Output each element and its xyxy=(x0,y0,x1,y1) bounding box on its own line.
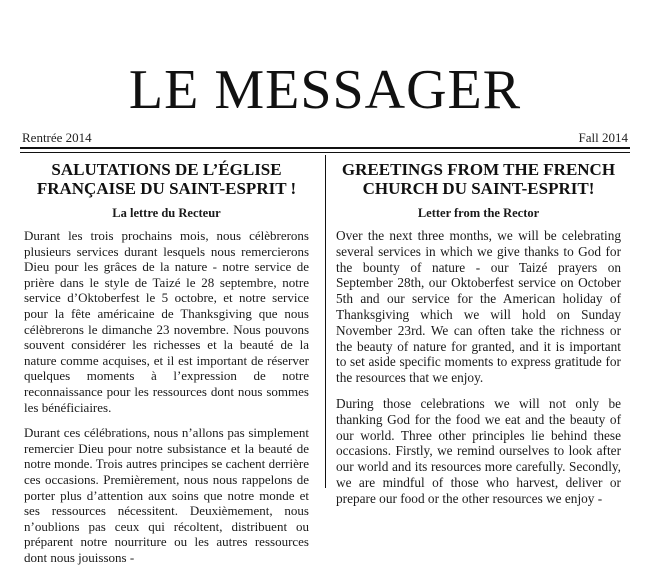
french-column xyxy=(24,160,309,575)
english-headline: GREETINGS FROM THE FRENCH CHURCH DU SAINT-ESPRIT! xyxy=(341,160,616,198)
masthead-title: LE MESSAGER xyxy=(128,59,522,121)
english-paragraph: During those celebrations we will not only be thanking God for the food we eat and the beauty of our world. Three other principles lie behind these occasions. Firstly, we remind ourselves to look after our world and its resources more carefully. Secondly, we are mindful of those who harvest, deliver or prepare our food or the other resources we enjoy - xyxy=(336,395,621,506)
french-paragraph: Durant ces célébrations, nous n’allons pas simplement remercier Dieu pour notre subsistance et la beauté de notre monde. Trois autres principes se cachent derrière ces occasions. Premièrement, nous nous rappelons de porter plus d’attention aux soins que notre monde et ses ressources nécessitent. Deuxièmement, nous n’oublions pas ceux qui récoltent, distribuent ou préparent notre nourriture ou les autres ressources dont nous jouissons - xyxy=(24,425,309,565)
english-byline: Letter from the Rector xyxy=(417,206,540,220)
issue-date-french: Rentrée 2014 xyxy=(22,130,92,145)
french-byline: La lettre du Recteur xyxy=(112,206,221,220)
issue-date-english: Fall 2014 xyxy=(578,130,628,145)
french-headline: SALUTATIONS DE L’ÉGLISE FRANÇAISE DU SAINT-ESPRIT ! xyxy=(36,160,297,198)
french-paragraph: Durant les trois prochains mois, nous célèbrerons plusieurs services durant lesquels nous remercierons Dieu pour les grâces de la nature - notre service de prière dans le style de Taizé le 28 septembre, notre service d’Oktoberfest le 5 octobre, et notre service pour la fête américaine de Thanksgiving que nous célèbrerons le dimanche 23 novembre. Nous pouvons souvent considérer les richesses et la beauté de la nature comme acquises, et il est important de réserver quelques moments à l’expression de notre reconnaissance pour les ressources dont nous sommes les bénéficiaires. xyxy=(24,228,309,415)
english-column xyxy=(336,160,621,517)
masthead-rule-thick xyxy=(20,147,630,149)
column-divider xyxy=(325,155,326,488)
english-paragraph: Over the next three months, we will be celebrating several services in which we give thanks to God for the bounty of nature - our Taizé prayers on September 28th, our Oktoberfest service on October 5th and our service for the American holiday of Thanksgiving which we will hold on Sunday November 23rd. We can often take the richness or the beauty of nature for granted, and it is important to set aside specific moments to express gratitude for the resources that we enjoy. xyxy=(336,228,621,386)
masthead-rule-thin xyxy=(20,152,630,153)
